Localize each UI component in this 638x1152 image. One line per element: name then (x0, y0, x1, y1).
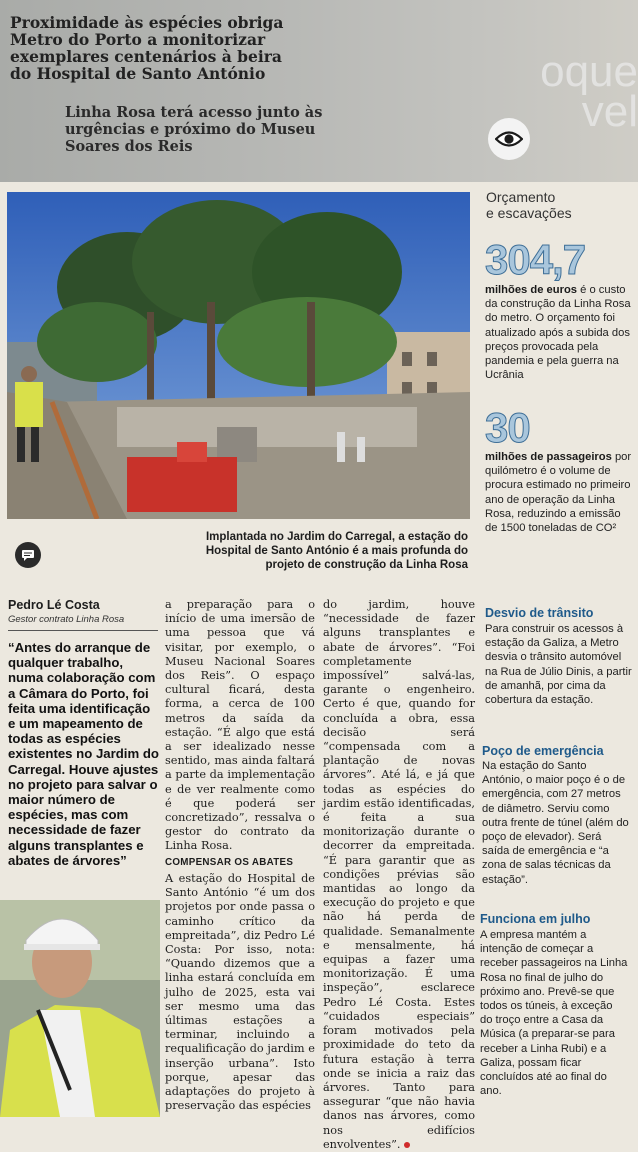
eye-icon (488, 118, 530, 160)
box-title-july: Funciona em julho (480, 912, 591, 926)
stat-label-passengers: milhões de passageiros (485, 451, 612, 463)
author-name: Pedro Lé Costa (8, 598, 100, 612)
bg-word-1: oque (540, 47, 638, 96)
stat-label-budget: milhões de euros (485, 284, 578, 296)
headline: Proximidade às espécies obriga Metro do Porto a monitorizar exemplares centenários à beira do Hospital de Santo António (10, 13, 284, 83)
box-text-traffic: Para construir os acessos à estação da Galiza, a Metro desvia o trânsito automóvel na Rua de Júlio Dinis, a partir de amanhã, por cima da cobertura da estação. (485, 623, 632, 707)
photo-caption: Implantada no Jardim do Carregal, a estação do Hospital de Santo António é a mais profunda do projeto de construção da Linha Rosa (205, 531, 468, 571)
end-mark-icon (404, 1142, 410, 1148)
sidebar-heading (486, 189, 636, 221)
section-subhead: COMPENSAR OS ABATES (165, 857, 294, 868)
stat-desc-passengers: por quilómetro é o volume de procura estimado no primeiro ano de operação da Linha Rosa, reduzindo a emissão de 1500 toneladas de CO² (485, 451, 632, 535)
pull-quote: “Antes do arranque de qualquer trabalho, numa colaboração com a Câmara do Porto, foi feita uma identificação e um mapeamento de todas as espécies existentes no Jardim do Carregal. Houve ajustes no projeto para salvar o maior número de espécies, mas com necessidade de fazer alguns transplantes e abates de árvores” (8, 640, 159, 868)
article-column-2 (323, 598, 475, 1152)
divider (8, 630, 158, 631)
stat-text-budget (485, 283, 635, 382)
background-decoration (540, 47, 638, 136)
sidebar-heading-line1: Orçamento (486, 189, 556, 205)
stat-number-budget: 304,7 (485, 236, 586, 283)
bg-word-2: vel (581, 87, 638, 136)
article-column-1: a preparação para o início de uma imersão de uma pessoa que vá visitar, por exemplo, o Museu Nacional Soares dos Reis”. O espaço cultural ficará, desta forma, a cerca de 100 metros da saída da estação. “É algo que está a ser idealizado nesse sentido, mas ainda faltará a parte da implementação e de ver realmente como é que poderá ser concretizado”, ressalva o gestor do contrato da Linha Rosa. (165, 598, 315, 853)
box-text-emergency-shaft: Na estação do Santo António, o maior poço é o de emergência, com 27 metros de diâmetro. Serviu como outra frente de túnel (além do poço de elevador). Será saída de emergência e “a zona de salas técnicas da estação”. (482, 760, 629, 886)
construction-site-photo (7, 192, 470, 519)
author-role: Gestor contrato Linha Rosa (8, 614, 125, 625)
author-portrait (0, 900, 160, 1117)
box-title-emergency-shaft: Poço de emergência (482, 744, 604, 758)
stat-text-passengers (485, 450, 635, 535)
stat-desc-budget: é o custo da construção da Linha Rosa do metro. O orçamento foi atualizado após a subida dos preços provocada pela pandemia e pela guerra na Ucrânia (485, 284, 631, 382)
article-column-1-cont: A estação do Hospital de Santo António “é um dos projetos por onde passa o caminho crítico da empreitada”, diz Pedro Lé Costa: Por isso, nota: “Quando dizemos que a linha estará concluída em julho de 2025, esta vai ser mesmo uma das últimas estações a terminar, incluindo a requalificação do jardim e inserção urbana”. Isto porque, apesar das adaptações do projeto à preservação das espécies (165, 872, 315, 1113)
box-title-traffic: Desvio de trânsito (485, 606, 594, 620)
article-column-2-text: do jardim, houve “necessidade de fazer alguns transplantes e abate de árvores”. “Foi completamente impossível” salvá-las, garante o engenheiro. Certo é que, quando for concluída a obra, essa decisão será “compensada com a plantação de novas árvores”. Até lá, e já que todas as espécies do jardim estão identificadas, é feita a sua monitorização durante o decorrer da empreitada. “É para garantir que as condições prévias são mantidas ao longo da execução do projeto e que não há perda de qualidade. Semanalmente e mensalmente, há equipas a fazer uma monitorização. É uma inspeção”, esclarece Pedro Lé Costa. Estes “cuidados especiais” foram motivados pela proximidade do teto da futura estação à terra onde se inicia a raiz das árvores. Tanto para assegurar “que não havia danos nas árvores, como nos edifícios envolventes”. (323, 598, 475, 1151)
box-text-july: A empresa mantém a intenção de começar a receber passageiros na Linha Rosa no final de julho do próximo ano. Prevê-se que todos os túneis, à exceção do troço entre a Casa da Música (a preparar-se para receber a Linha Rubi) e a Galiza, possam ficar concluídos até ao final do ano. (480, 929, 628, 1098)
sidebar-heading-line2: e escavações (486, 205, 572, 221)
comment-icon (15, 542, 41, 568)
stat-number-passengers: 30 (485, 404, 530, 451)
subheadline: Linha Rosa terá acesso junto às urgências e próximo do Museu Soares dos Reis (65, 104, 323, 155)
